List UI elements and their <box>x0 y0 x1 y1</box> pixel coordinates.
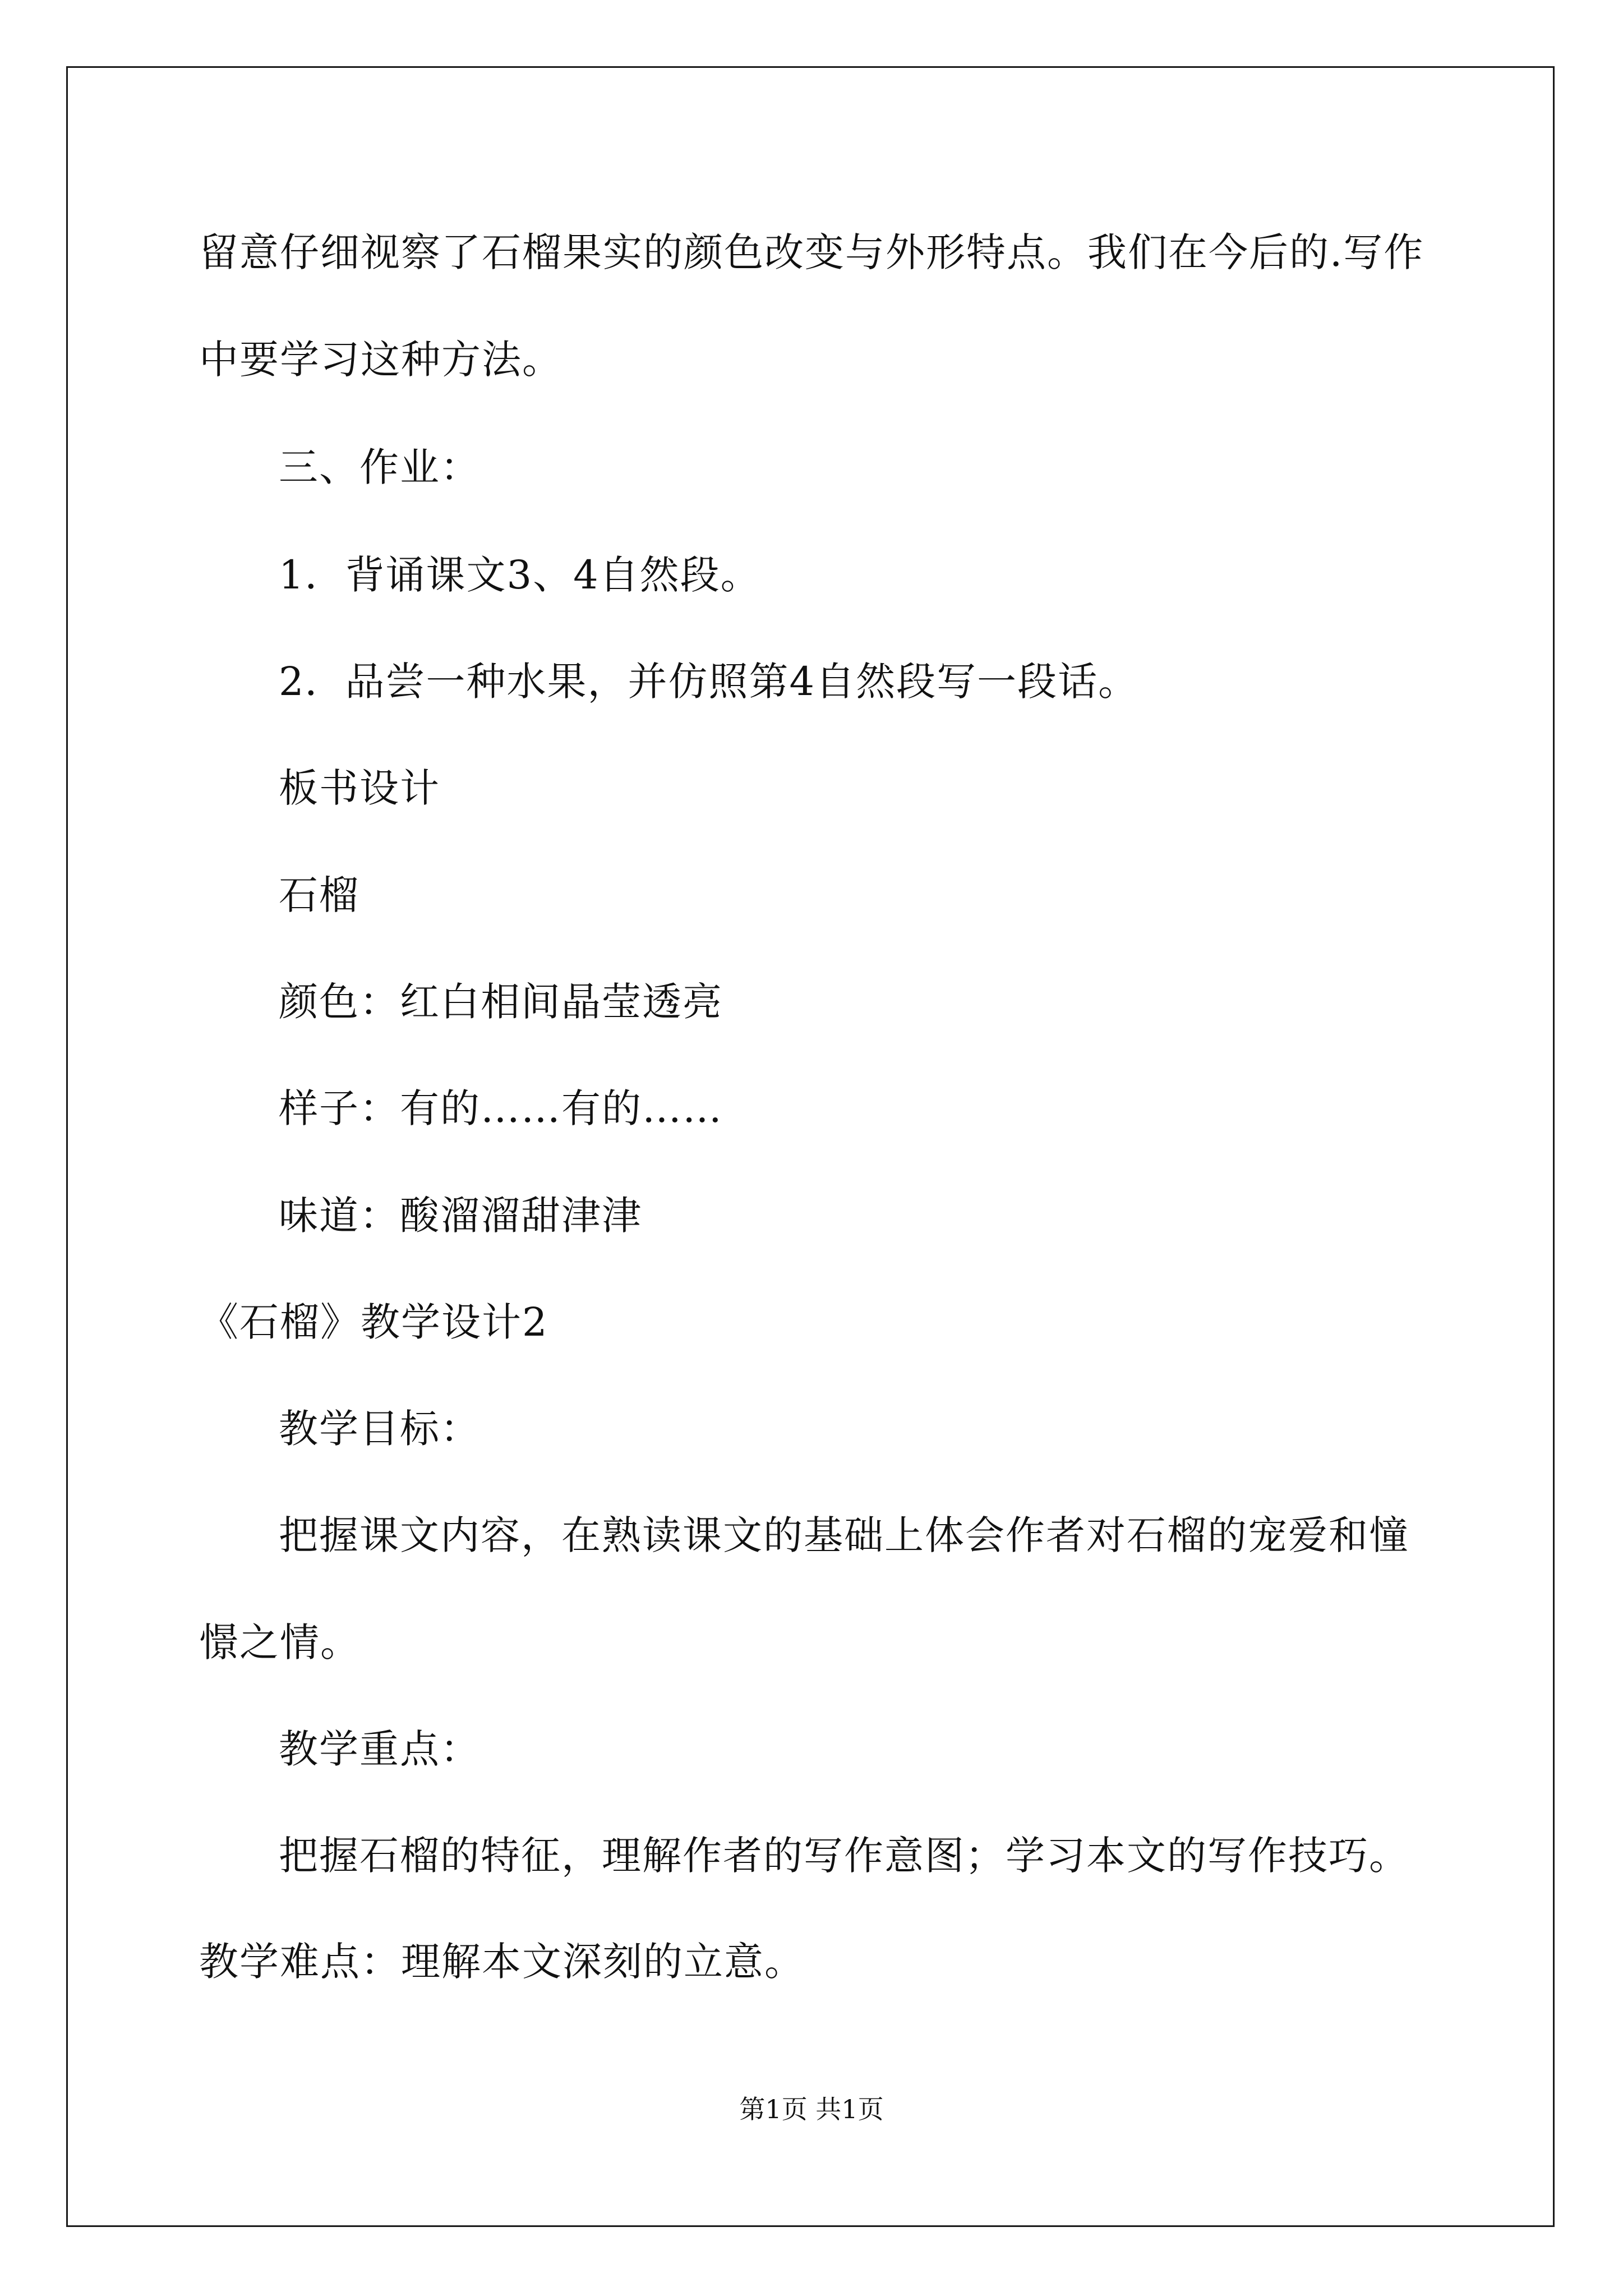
text-line-15: 教学重点： <box>279 1726 481 1772</box>
text-line-4: 1．背诵课文3、4自然段。 <box>279 552 761 598</box>
text-line-12: 教学目标： <box>279 1406 481 1452</box>
text-line-17: 教学难点：理解本文深刻的立意。 <box>199 1939 805 1985</box>
text-line-1: 留意仔细视察了石榴果实的颜色改变与外形特点。我们在今后的.写作 <box>199 229 1424 275</box>
text-line-13: 把握课文内容，在熟读课文的基础上体会作者对石榴的宠爱和憧 <box>279 1512 1409 1558</box>
text-line-7: 石榴 <box>279 872 359 918</box>
text-line-10: 味道：酸溜溜甜津津 <box>279 1193 642 1239</box>
section-heading: 《石榴》教学设计2 <box>199 1299 548 1345</box>
text-line-16: 把握石榴的特征，理解作者的写作意图；学习本文的写作技巧。 <box>279 1833 1409 1879</box>
page-border <box>66 66 1555 2227</box>
text-line-3: 三、作业： <box>279 444 481 490</box>
text-line-14: 憬之情。 <box>199 1619 361 1665</box>
text-line-5: 2．品尝一种水果，并仿照第4自然段写一段话。 <box>279 659 1139 705</box>
text-line-2: 中要学习这种方法。 <box>199 337 562 383</box>
text-line-9: 样子：有的……有的…… <box>279 1085 723 1131</box>
text-line-8: 颜色：红白相间晶莹透亮 <box>279 979 723 1025</box>
text-line-6: 板书设计 <box>279 765 440 811</box>
page-number-footer: 第1页 共1页 <box>739 2094 884 2124</box>
